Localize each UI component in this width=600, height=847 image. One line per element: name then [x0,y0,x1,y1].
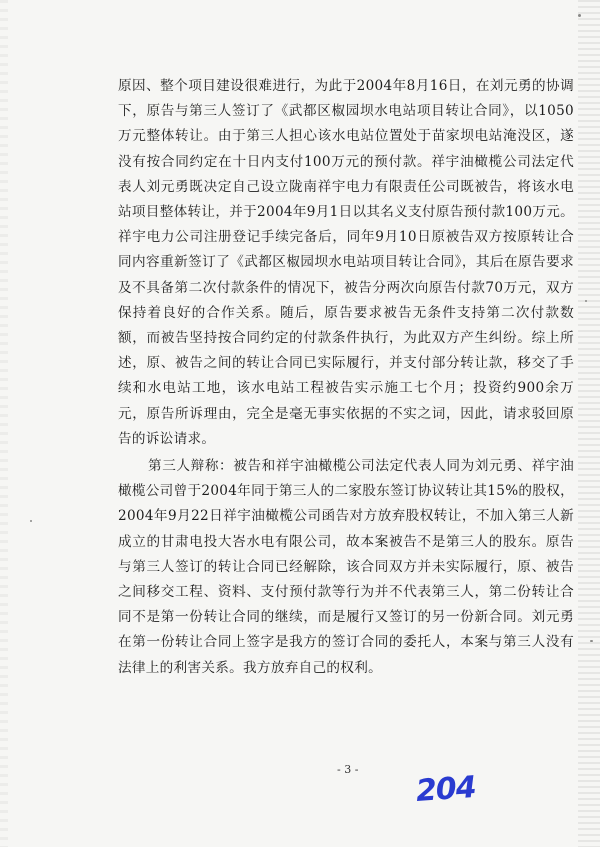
paragraph-third-party-argument: 第三人辩称：被告和祥宇油橄榄公司法定代表人同为刘元勇、祥宇油橄榄公司曾于2004年同于第三人的二家股东签订协议转让其15%的股权，2004年9月22日祥宇油橄榄公司函告对方放弃股权转让，不加入第三人新成立的甘肃电投大峇水电有限公司，故本案被告不是第三人的股东。原告与第三人签订的转让合同已经解除，该合同双方并未实际履行，原、被告之间移交工程、资料、支付预付款等行为并不代表第三人，第二份转让合同不是第一份转让合同的继续，而是履行又签订的另一份新合同。刘元勇在第一份转让合同上签字是我方的签订合同的委托人，本案与第三人没有法律上的利害关系。我方放弃自己的权利。 [118,458,574,676]
scan-speck [585,300,587,302]
scan-speck [30,520,32,522]
page-number: - 3 - [337,763,359,776]
scan-speck [590,640,593,642]
paragraph-defendant-argument: 原因、整个项目建设很难进行，为此于2004年8月16日，在刘元勇的协调下，原告与第三人签订了《武都区椒园坝水电站项目转让合同》，以1050万元整体转让。由于第三人担心该水电站位置处于苗家坝电站淹没区，遂没有按合同约定在十日内支付100万元的预付款。祥宇油橄榄公司法定代表人刘元勇既决定自己设立陇南祥宇电力有限责任公司既被告，将该水电站项目整体转让，并于2004年9月1日以其名义支付原告预付款100万元。祥宇电力公司注册登记手续完备后，同年9月10日原被告双方按原转让合同内容重新签订了《武都区椒园坝水电站项目转让合同》，其后在原告要求及不具备第二次付款条件的情况下，被告分两次向原告付款70万元，双方保持着良好的合作关系。随后，原告要求被告无条件支持第二次付款数额，而被告坚持按合同约定的付款条件执行，为此双方产生纠纷。综上所述，原、被告之间的转让合同已实际履行，并支付部分转让款，移交了手续和水电站工地，该水电站工程被告实示施工七个月；投资约900余万元，原告所诉理由，完全是毫无事实依据的不实之词，因此，请求驳回原告的诉讼请求。 [118,78,574,447]
handwritten-page-mark: 204 [414,769,477,810]
scan-edge-left [0,0,8,847]
scan-edge-right [578,0,600,847]
document-body [118,74,574,681]
scan-speck [578,14,581,17]
